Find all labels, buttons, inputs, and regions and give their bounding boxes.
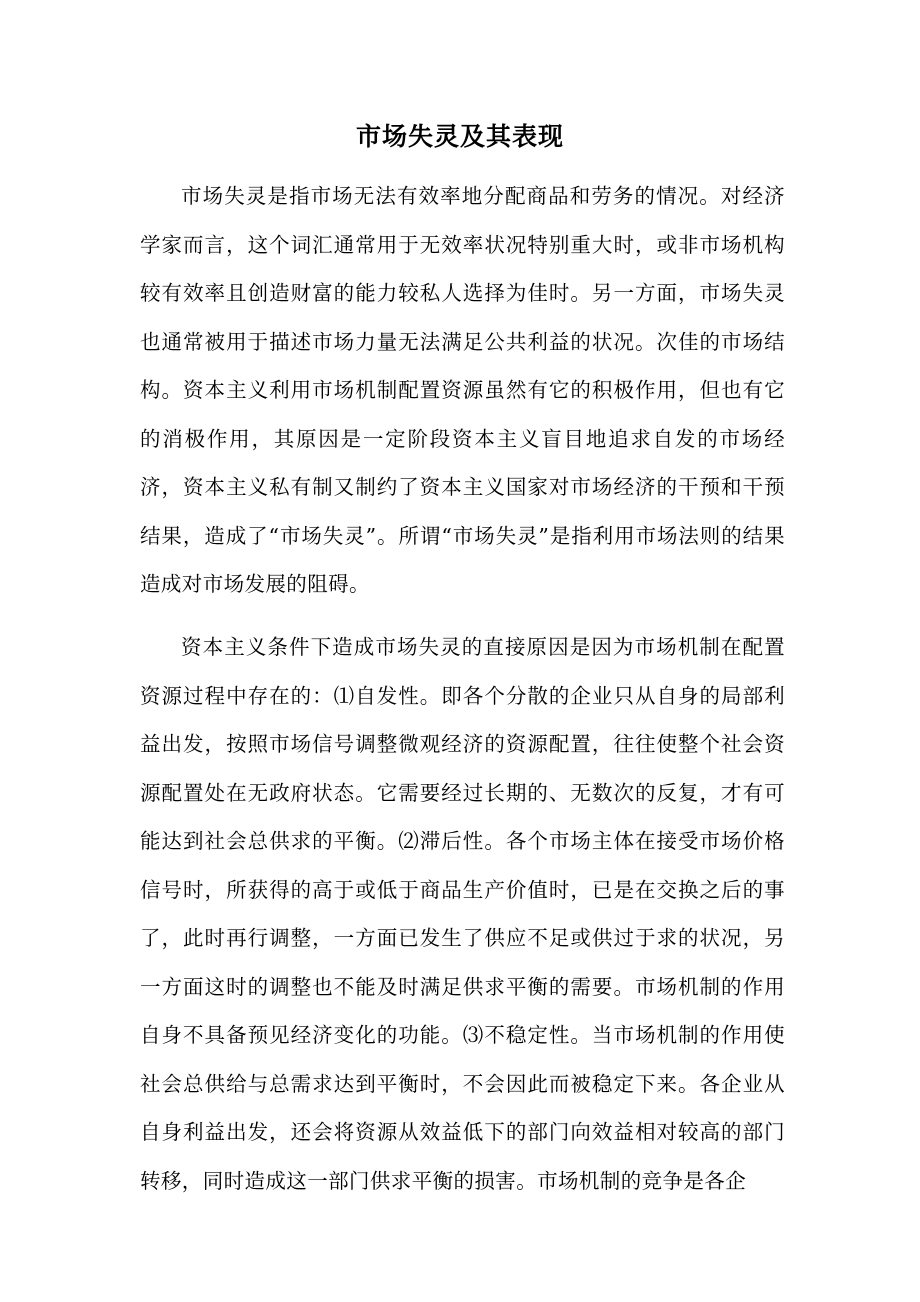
document-title: 市场失灵及其表现: [355, 122, 564, 151]
paragraph-2: 资本主义条件下造成市场失灵的直接原因是因为市场机制在配置资源过程中存在的：⑴自发性。即各个分散的企业只从自身的局部利益出发，按照市场信号调整微观经济的资源配置，往往使整个社会资源配置处在无政府状态。它需要经过长期的、无数次的反复，才有可能达到社会总供求的平衡。⑵滞后性。各个市场主体在接受市场价格信号时，所获得的高于或低于商品生产价值时，已是在交换之后的事了，此时再行调整，一方面已发生了供应不足或供过于求的状况，另一方面这时的调整也不能及时满足供求平衡的需要。市场机制的作用自身不具备预见经济变化的功能。⑶不稳定性。当市场机制的作用使社会总供给与总需求达到平衡时，不会因此而被稳定下来。各企业从自身利益出发，还会将资源从效益低下的部门向效益相对较高的部门转移，同时造成这一部门供求平衡的损害。市场机制的竞争是各企: [140, 635, 785, 1193]
paragraph-1: 市场失灵是指市场无法有效率地分配商品和劳务的情况。对经济学家而言，这个词汇通常用于无效率状况特别重大时，或非市场机构较有效率且创造财富的能力较私人选择为佳时。另一方面，市场失灵也通常被用于描述市场力量无法满足公共利益的状况。次佳的市场结构。资本主义利用市场机制配置资源虽然有它的积极作用，但也有它的消极作用，其原因是一定阶段资本主义盲目地追求自发的市场经济，资本主义私有制又制约了资本主义国家对市场经济的干预和干预结果，造成了“市场失灵”。所谓“市场失灵”是指利用市场法则的结果造成对市场发展的阻碍。: [140, 184, 785, 596]
